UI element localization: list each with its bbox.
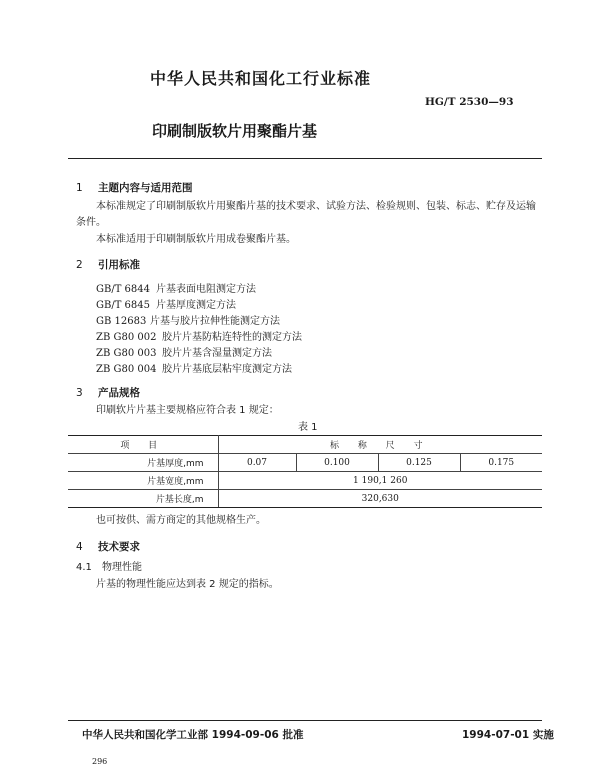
table-row	[68, 472, 542, 490]
table-header-row	[68, 436, 542, 454]
reference-name: 片基厚度测定方法	[156, 300, 236, 311]
section-4-number: 4	[76, 541, 83, 553]
table-cell: 0.175	[460, 454, 542, 472]
reference-name: 胶片片基底层粘牢度测定方法	[162, 364, 292, 375]
subsection-4-1-heading	[76, 560, 142, 576]
page-number: 296	[92, 757, 108, 766]
reference-line	[96, 280, 256, 295]
section-2-heading	[76, 257, 140, 272]
row-label: 片基长度,m	[68, 490, 218, 508]
reference-name: 片基与胶片拉伸性能测定方法	[150, 316, 280, 327]
reference-name: 胶片片基防粘连特性的测定方法	[162, 332, 302, 343]
reference-code: GB/T 6844	[96, 284, 151, 295]
section-3-intro: 印刷软片片基主要规格应符合表 1 规定：	[96, 405, 279, 416]
reference-code: ZB G80 003	[96, 348, 157, 359]
reference-line	[96, 328, 302, 343]
reference-code: ZB G80 004	[96, 364, 157, 375]
reference-name: 胶片片基含湿量测定方法	[162, 348, 272, 359]
section-3-heading	[76, 385, 140, 400]
section-1-heading	[76, 180, 193, 195]
reference-line	[96, 360, 292, 375]
section-1-paragraph-1: 本标准规定了印刷制版软片用聚酯片基的技术要求、试验方法、检验规则、包装、标志、贮存及运输条件。	[76, 201, 536, 228]
table-cell: 320,630	[218, 490, 542, 508]
spec-table	[68, 435, 542, 508]
approval-line: 中华人民共和国化学工业部 1994-09-06 批准	[82, 729, 304, 741]
section-2-number: 2	[76, 259, 83, 271]
reference-name: 片基表面电阻测定方法	[156, 284, 256, 295]
subsection-4-1-title: 物理性能	[102, 562, 142, 573]
section-1-number: 1	[76, 182, 83, 194]
footer-divider	[68, 720, 542, 721]
table-cell: 0.125	[378, 454, 460, 472]
section-1-title: 主题内容与适用范围	[98, 182, 193, 194]
section-3-number: 3	[76, 387, 83, 399]
row-label: 片基宽度,mm	[68, 472, 218, 490]
subsection-4-1-number: 4.1	[76, 562, 92, 573]
header-item-cell: 项 目	[68, 436, 218, 454]
section-4-heading	[76, 539, 140, 554]
document-title: 印刷制版软片用聚酯片基	[152, 122, 318, 140]
reference-code: GB/T 6845	[96, 300, 151, 311]
header-divider	[68, 158, 542, 159]
section-1-paragraph-2: 本标准适用于印刷制版软片用成卷聚酯片基。	[96, 234, 296, 245]
row-label: 片基厚度,mm	[68, 454, 218, 472]
table-1-caption: 表 1	[298, 422, 318, 433]
section-4-title: 技术要求	[98, 541, 140, 553]
section-3-note: 也可按供、需方商定的其他规格生产。	[96, 515, 266, 526]
table-cell: 0.07	[218, 454, 296, 472]
table-cell: 1 190,1 260	[218, 472, 542, 490]
section-3-title: 产品规格	[98, 387, 140, 399]
section-2-title: 引用标准	[98, 259, 140, 271]
reference-line	[96, 296, 236, 311]
header-size-cell: 标 称 尺 寸	[218, 436, 542, 454]
effective-date: 1994-07-01 实施	[462, 729, 554, 741]
reference-line	[96, 344, 272, 359]
table-row	[68, 454, 542, 472]
reference-code: GB 12683	[96, 316, 147, 327]
table-row	[68, 490, 542, 508]
standard-category-title: 中华人民共和国化工行业标准	[150, 69, 372, 88]
standard-code: HG/T 2530—93	[425, 96, 514, 108]
reference-code: ZB G80 002	[96, 332, 157, 343]
reference-line	[96, 312, 280, 327]
subsection-4-1-text: 片基的物理性能应达到表 2 规定的指标。	[96, 579, 279, 590]
table-cell: 0.100	[296, 454, 378, 472]
